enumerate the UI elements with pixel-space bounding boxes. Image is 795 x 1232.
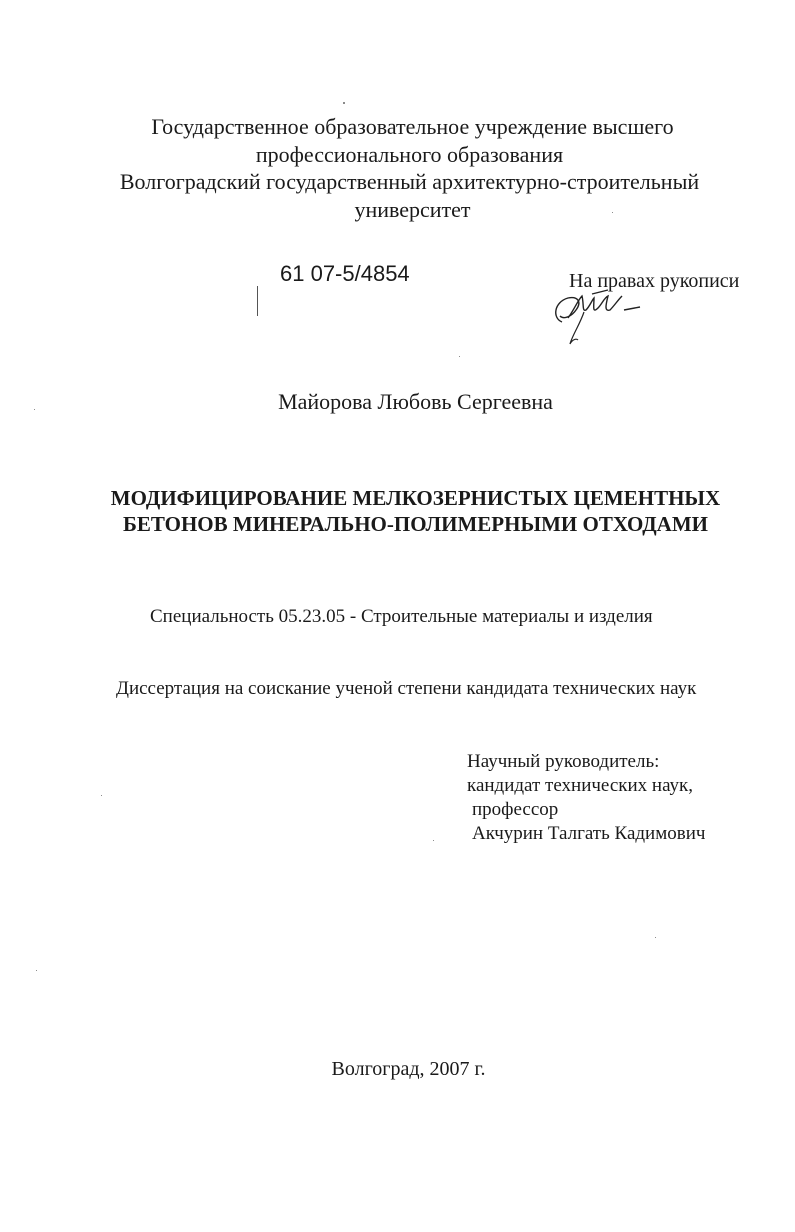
- scan-speck: [343, 102, 345, 104]
- advisor-heading: Научный руководитель:: [467, 751, 660, 772]
- institution-line-2: профессионального образования: [255, 142, 564, 167]
- scan-speck: [612, 212, 613, 213]
- advisor-degree: кандидат технических наук,: [467, 775, 694, 796]
- advisor-name: Акчурин Талгать Кадимович: [472, 823, 706, 844]
- dissertation-title-line-1: МОДИФИЦИРОВАНИЕ МЕЛКОЗЕРНИСТЫХ ЦЕМЕНТНЫХ: [110, 486, 721, 510]
- place-year: [0, 1056, 795, 1082]
- institution-line-1: Государственное образовательное учреждение высшего: [151, 114, 674, 139]
- scan-speck: [459, 356, 460, 357]
- scan-speck: [655, 937, 656, 938]
- dissertation-title-line-2: БЕТОНОВ МИНЕРАЛЬНО-ПОЛИМЕРНЫМИ ОТХОДАМИ: [123, 512, 708, 536]
- scan-speck: [101, 795, 102, 796]
- institution-line-3: Волгоградский государственный архитектурно-строительный: [119, 169, 700, 194]
- degree-statement: Диссертация на соискание ученой степени кандидата технических наук: [116, 678, 697, 699]
- specialty: Специальность 05.23.05 - Строительные материалы и изделия: [150, 606, 653, 627]
- author-name: Майорова Любовь Сергеевна: [278, 389, 553, 414]
- scan-speck: [433, 840, 434, 841]
- margin-mark: [257, 286, 258, 316]
- advisor-rank: профессор: [472, 799, 559, 820]
- manuscript-note: На правах рукописи: [569, 270, 740, 292]
- scan-speck: [34, 409, 35, 410]
- catalog-code: 61 07-5/4854: [280, 261, 410, 286]
- scan-speck: [36, 970, 37, 971]
- place-year-text: Волгоград, 2007 г.: [331, 1058, 486, 1080]
- signature-image: [548, 288, 648, 350]
- institution-line-4: университет: [354, 197, 471, 222]
